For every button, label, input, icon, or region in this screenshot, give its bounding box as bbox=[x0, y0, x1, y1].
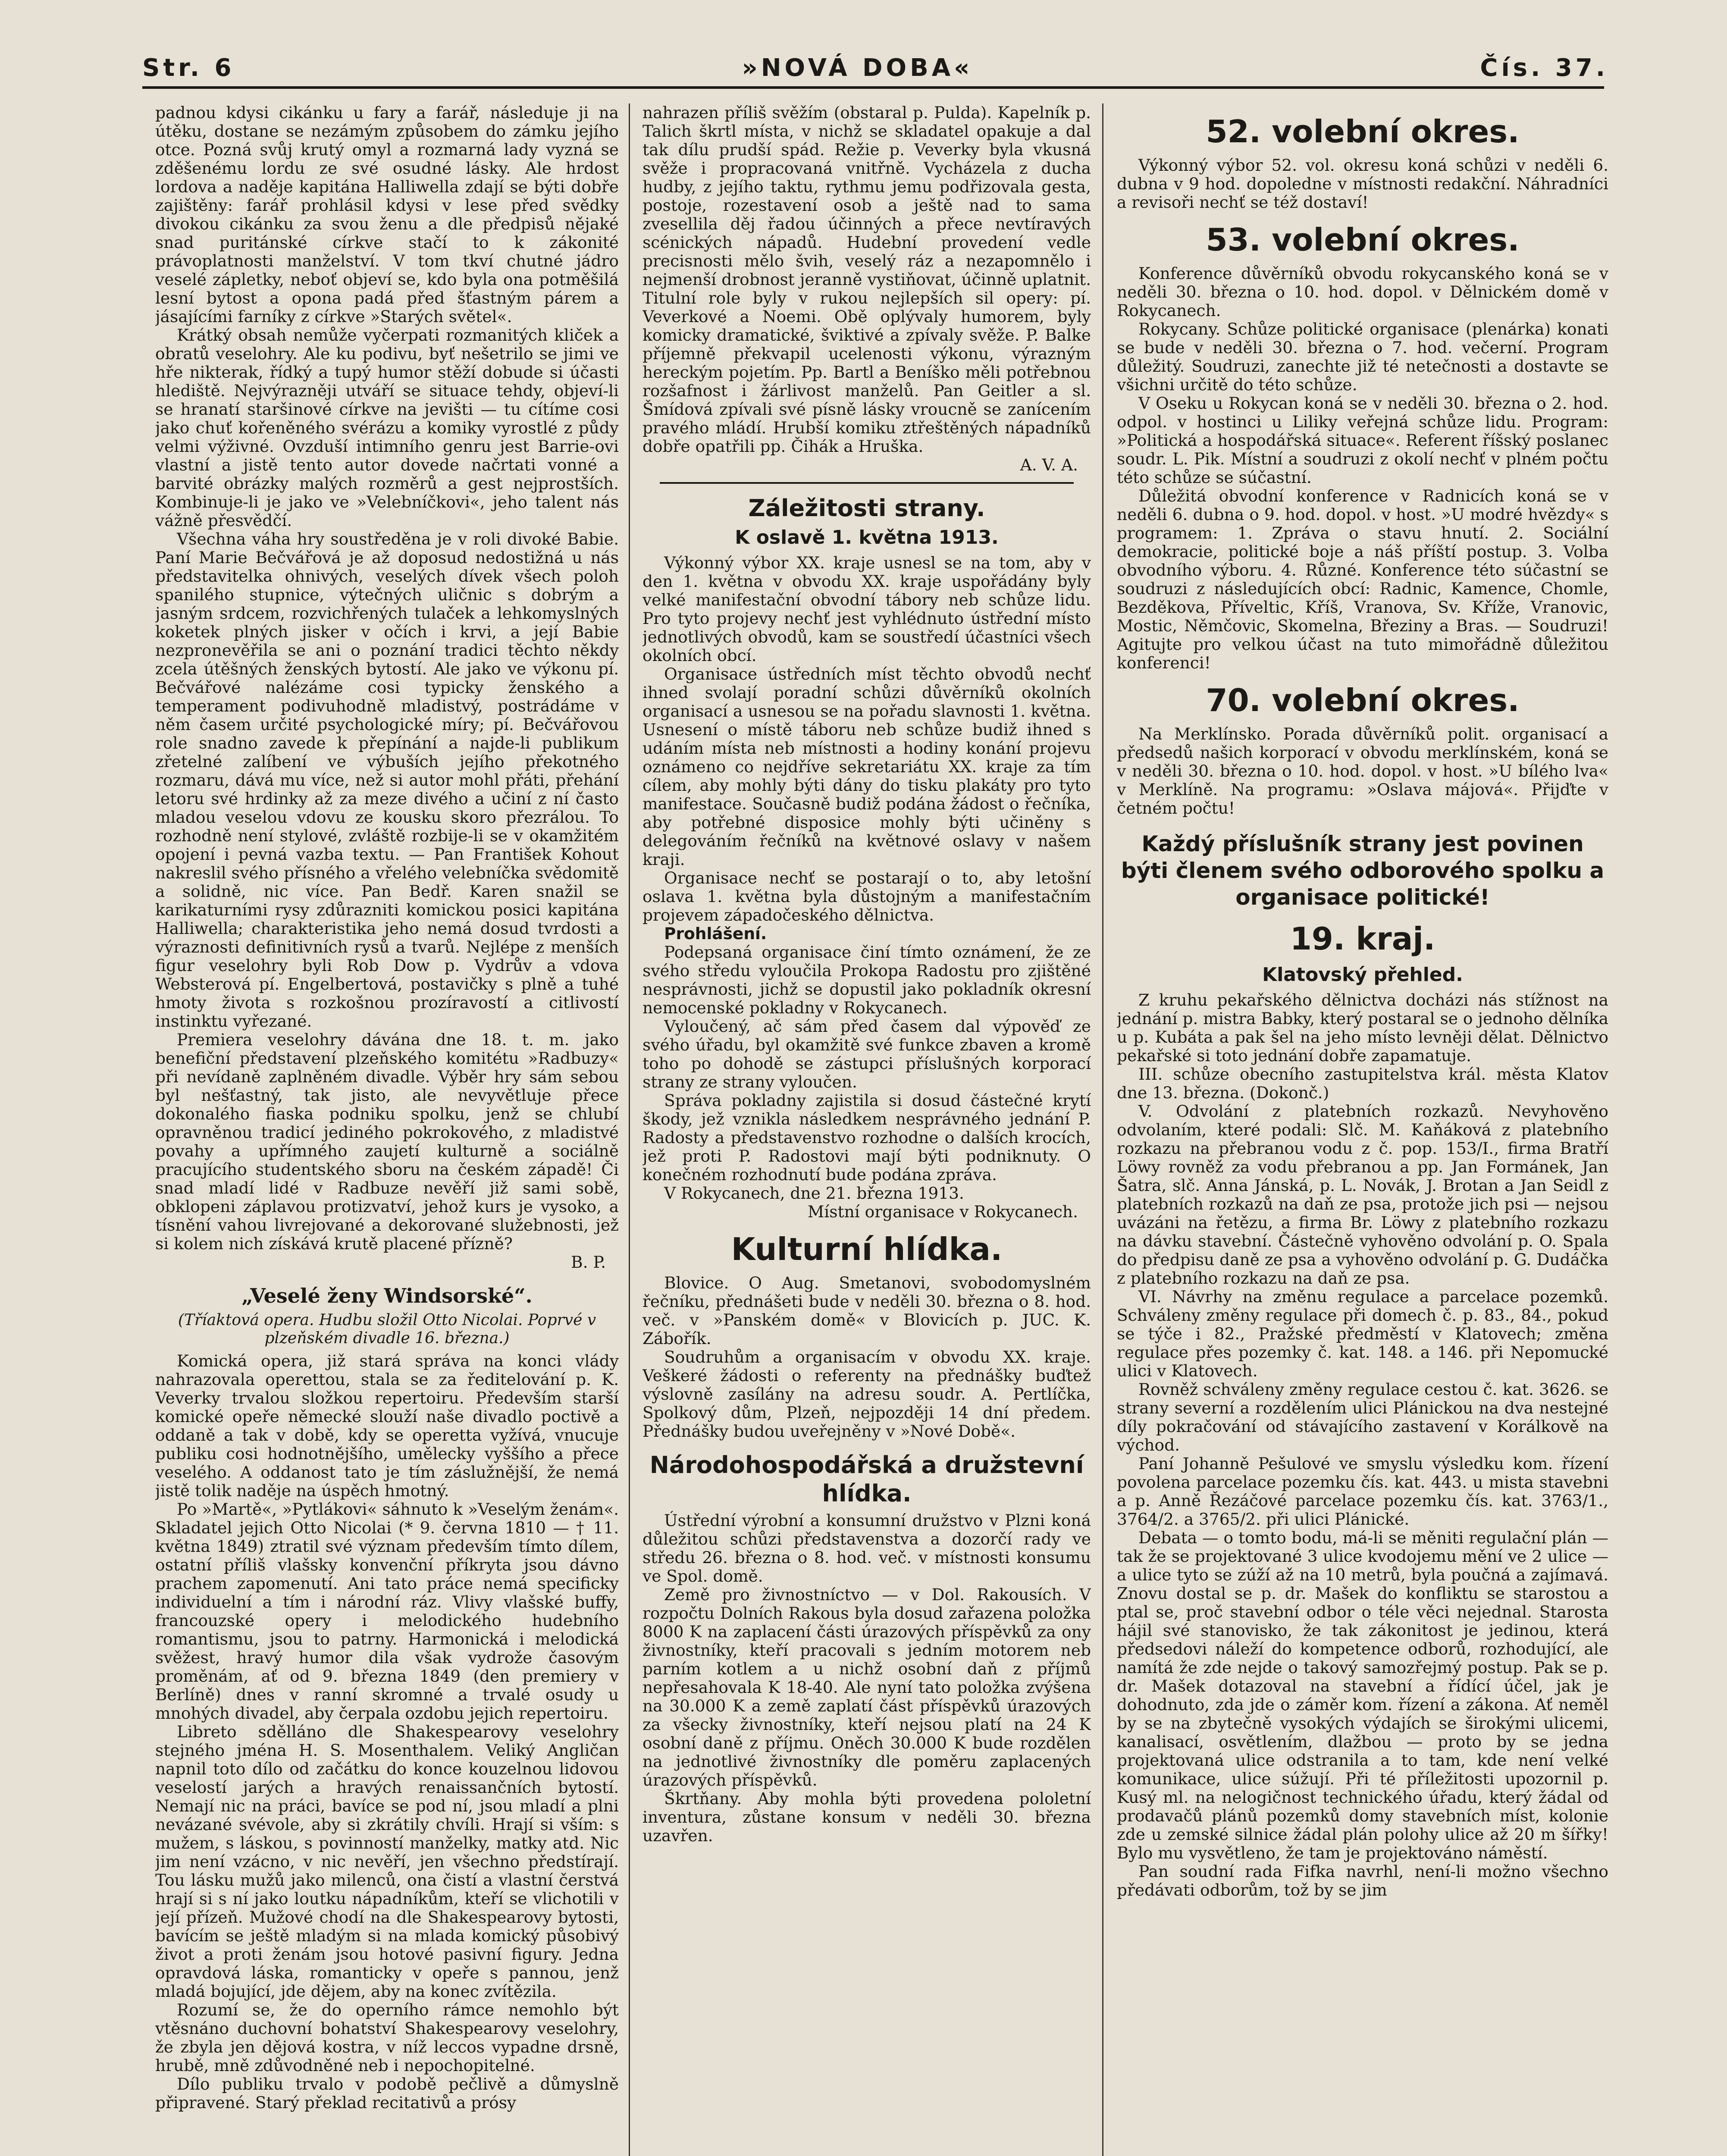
announcement-paragraph: Vyloučený, ač sám před časem dal výpověď ze svého úřadu, byl okamžitě své funkce zbaven a kromě toho po dohodě se zástupci příslušných korporací strany ze strany vyloučen. bbox=[643, 1017, 1091, 1091]
party-paragraph: Organisace nechť se postarají o to, aby letošní oslava 1. května byla důstojným a manifestačním projevem západočeského dělnictva. bbox=[643, 868, 1091, 924]
announcement-heading: Prohlášení. bbox=[664, 924, 767, 943]
masthead bbox=[142, 30, 1608, 82]
column-2 bbox=[643, 103, 1091, 2156]
party-paragraph: Výkonný výbor XX. kraje usnesl se na tom, aby v den 1. května v obvodu XX. kraje uspořádány byly velké manifestační obvodní tábory neb schůze lidu. Pro tyto projevy nechť jest vyhlédnuto ústřední místo jednotlivých obvodů, kam se soustředí účastníci všech okolních obcí. bbox=[643, 553, 1091, 665]
economy-paragraph: Ústřední výrobní a konsumní družstvo v Plzni koná důležitou schůzi představenstva a dozorčí rady ve středu 26. března o 8. hod. več. v místnosti konsumu ve Spol. domě. bbox=[643, 1511, 1091, 1586]
announcement-paragraph: Správa pokladny zajistila si dosud částečné krytí škody, jež vznikla následkem nesprávného jednání P. Radosty a představenstvo rozhodne o dalších krocích, jež proti P. Radostovi mají býti podniknuty. O konečném rozhodnutí bude podána zpráva. bbox=[643, 1091, 1091, 1184]
district-53-paragraph: V Oseku u Rokycan koná se v neděli 30. března o 2. hod. odpol. v hostinci u Liliky veřejná schůze lidu. Program: »Politická a hospodářská situace«. Referent říšský poslanec soudr. L. Pik. Místní a soudruzi z okolí nechť v plném počtu této schůze se súčastní. bbox=[1117, 394, 1608, 487]
review-paragraph: Rozumí se, že do operního rámce nemohlo být vtěsnáno duchovní bohatství Shakespearovy veselohry, že zbyla jen dějová kostra, v níž leccos vypadne drsně, hrubě, mně zdůvodněné neb i nepochopitelné. bbox=[155, 2000, 619, 2075]
column-1 bbox=[155, 103, 619, 2156]
article-paragraph: Všechna váha hry soustředěna je v roli divoké Babie. Paní Marie Bečvářová je až doposud nedostižná u nás představitelka ohnivých, veselých dívek všech poloh spanilého stupnice, výtečných uličnic s dobrým a jasným srdcem, rozvichřených tulaček a lehkomyslných koketek plných jisker v očích i krvi, a její Babie nezpronevěřila se ani o poznání tradici těchto někdy zcela útěšných ženských bytostí. Ale jako ve výkonu pí. Bečvářové nalézáme cosi typicky ženského a temperament podivuhodně mladistvý, postrádáme v něm časem určité psychologické míry; pí. Bečvářovou role snadno zavede k přepínání a najde-li publikum zřetelné zalíbení ve výbuších jejího překotného rozmaru, dává mu více, než si autor mohl přáti, přehání letoru své hrdinky až za meze divého a učiní z ní často mladou veselou vdovu ze kousku skoro přezrálou. To rozhodně není stylové, zvláště rozbije-li se v okamžitém opojení i pevná vazba textu. — Pan František Kohout nakreslil svého přísného a vřelého velebníčka svědomitě a solidně, nic více. Pan Bedř. Karen snažil se karikaturními rysy zdůrazniti komickou posici kapitána Halliwella; charakteristika jeho nemá dosud tvrdosti a výraznosti definitivních rysů a tvarů. Nejlépe z menších figur veselohry byli Rob Dow p. Vydrův a vdova Websterová pí. Engelbertová, postavičky s plně a tuhé hmoty života s rozkošnou prozíravostí a citlivostí instinktu vyřezané. bbox=[155, 530, 619, 1031]
page-number: Str. 6 bbox=[142, 54, 235, 82]
announcement-paragraph: Podepsaná organisace činí tímto oznámení, že ze svého středu vyloučila Prokopa Radostu pro zjištěné nesprávnosti, jichž se dopustil jako pokladník okresní nemocenské pokladny v Rokycanech. bbox=[643, 943, 1091, 1017]
membership-notice: Každý příslušník strany jest povinen býti členem svého odborového spolku a organisace politické! bbox=[1121, 831, 1605, 910]
review-paragraph: Dílo publiku trvalo v podobě pečlivě a důmyslně připravené. Starý překlad recitativů a prósy bbox=[155, 2075, 619, 2112]
district-53-heading: 53. volební okres. bbox=[1206, 222, 1520, 258]
section-divider bbox=[660, 482, 1074, 484]
district-53-paragraph: Důležitá obvodní konference v Radnicích koná se v neděli 6. dubna o 9. hod. dopol. v host. »U modré hvězdy« s programem: 1. Zpráva o stavu hnutí. 2. Sociální demokracie, politické boje a náš příští postup. 3. Volba obvodního výboru. 4. Různé. Konference této súčastní se soudruzi z následujících obcí: Radnic, Kamence, Chomle, Bezděkova, Příveltic, Kříš, Vranova, Sv. Kříže, Vranovic, Mostic, Němčovic, Skomelna, Březiny a Bras. — Soudruzi! Agitujte pro velkou účast na tuto mimořádně důležitou konferenci! bbox=[1117, 486, 1608, 672]
region-19-paragraph: Debata — o tomto bodu, má-li se měniti regulační plán — tak že se projektované 3 ulice kvodojemu mění ve 2 ulice — a ulice tyto se zúží až na 10 metrů, byla poučná a zajímavá. Znovu dostal se p. dr. Mašek do konfliktu se starostou a ptal se, proč stavební odbor o téle věci nejednal. Starosta hájil své stanovisko, že tak zákonitost je jedinou, která předsedovi náleží do kompetence odborů, rozhodující, ale namítá že zde nejde o takový samozřejmý postup. Pak se p. dr. Mašek dotazoval na stavební a řídící účel, jak je dohodnuto, zda jde o záměr kom. řízení a zákona. Ať neměl by se na zbytečně vysokých výdajích se širokými ulicemi, kanalisací, osvětlením, dlažbou — proto by se jedna projektovaná ulice odstranila a to tam, kde není velké komunikace, ulice súžují. Při té příležitosti upozornil p. Kusý ml. na nelogičnost technického úřadu, který žádal od prodavačů plánů pozemků domy stavebních míst, kolonie zde u zemské silnice žádal plán polohy ulice až 20 m šířky! Bylo mu vysvětleno, že tam je projektováno náměstí. bbox=[1117, 1528, 1608, 1862]
article-paragraph: nahrazen příliš svěžím (obstaral p. Pulda). Kapelník p. Talich škrtl místa, v nichž se skladatel opakuje a dal tak dílu prudší spád. Režie p. Veverky byla vkusná svěže i propracovaná vnitřně. Vycházela z ducha hudby, z jejího taktu, rythmu jemu podřizovala gesta, postoje, rozestavení osob a ještě nad to sama zvesellila děj řadou účinných a přece nevtíravých scénických nápadů. Hudební provedení vedle precisnosti mělo švih, veselý ráz a nezapomnělo i nejmenší drobnost jeranně vystiňovat, účinně uplatnit. Titulní role byly v rukou nejlepších sil opery: pí. Veverkové a Noemi. Obě oplývaly humorem, byly komicky dramatické, šviktivé a zpívaly svěže. P. Balke příjemně překvapil ucelenosti výkonu, výrazným hereckým pojetím. Pp. Bartl a Beníško měli potřebnou rozšafnost i žárlivost manželů. Pan Geitler a sl. Šmídová zpívali své písně lásky vroucně se zanícením pravého mládí. Hrubší komiku ztřeštěných nápadníků dobře opatřili pp. Čihák a Hruška. bbox=[643, 103, 1091, 456]
culture-paragraph: Blovice. O Aug. Smetanovi, svobodomyslném řečníku, přednášeti bude v neděli 30. března o 8. hod. več. v »Panském domě« v Blovicích p. JUC. K. Zábořík. bbox=[643, 1273, 1091, 1348]
region-19-subheading: Klatovský přehled. bbox=[1262, 964, 1463, 986]
issue-number: Čís. 37. bbox=[1480, 54, 1608, 82]
review-subheading: (Tříaktová opera. Hudbu složil Otto Nicolai. Poprvé v plzeňském divadle 16. března.) bbox=[178, 1311, 596, 1347]
culture-paragraph: Soudruhům a organisacím v obvodu XX. kraje. Veškeré žádosti o referenty na přednášky buďtež výslovně zasílány na adresu soudr. A. Pertlíčka, Spolkový dům, Plzeň, nejpozději 14 dní předem. Přednášky budou uveřejněny v »Nové Době«. bbox=[643, 1348, 1091, 1441]
author-signature: A. V. A. bbox=[1020, 455, 1078, 474]
organisation-signature: Místní organisace v Rokycanech. bbox=[807, 1202, 1078, 1221]
district-53-paragraph: Rokycany. Schůze politické organisace (plenárka) konati se bude v neděli 30. března o 7. hod. večerní. Program důležitý. Soudruzi, zanechte již té netečnosti a dostavte se všichni určitě do této schůze. bbox=[1117, 320, 1608, 394]
column-divider bbox=[629, 103, 630, 2156]
region-19-paragraph: VI. Návrhy na změnu regulace a parcelace pozemků. Schváleny změny regulace při domech č. p. 83., 84., pokud se týče i 82., Pražské předměstí v Klatovech; změna regulace přes pozemky č. kat. 148. a 146. při Nepomucké ulici v Klatovech. bbox=[1117, 1287, 1608, 1380]
culture-heading: Kulturní hlídka. bbox=[731, 1231, 1003, 1267]
newspaper-title: »NOVÁ DOBA« bbox=[742, 54, 973, 82]
region-19-paragraph: III. schůze obecního zastupitelstva král. města Klatov dne 13. března. (Dokonč.) bbox=[1117, 1065, 1608, 1102]
district-70-heading: 70. volební okres. bbox=[1206, 682, 1520, 718]
review-paragraph: Po »Martě«, »Pytlákovi« sáhnuto k »Veselým ženám«. Skladatel jejich Otto Nicolai (* 9. června 1810 — † 11. května 1849) ztratil své význam především tímto dílem, ostatní příliš vlašsky konvenční příkryta jsou dávno prachem zapomenutí. Ani tato práce nemá specificky individuelní a tím i národní ráz. Vlivy vlašské buffy, francouzské opery i melodického hudebního romantismu, jsou to patrny. Harmonická i melodická svěžest, hravý humor dila však vydrože časovým proměnám, ať od 9. března 1849 (den premiery v Berlíně) dnes v ranní skromné a trvalé osudy u mnohých divadel, aby čerpala ozdobu jejich repertoiru. bbox=[155, 1500, 619, 1723]
economy-heading: Národohospodářská a družstevní hlídka. bbox=[649, 1451, 1084, 1507]
district-52-paragraph: Výkonný výbor 52. vol. okresu koná schůzi v neděli 6. dubna v 9 hod. dopoledne v místnosti redakční. Náhradníci a revisoři nechť se též dostaví! bbox=[1117, 156, 1608, 212]
region-19-paragraph: Z kruhu pekařského dělnictva docházi nás stížnost na jednání p. mistra Babky, který postaral se o jednoho dělníka u p. Kubáta a pak šel na jeho místo levněji dělat. Dělnictvo pekařské si toto jednání dobře zapamatuje. bbox=[1117, 990, 1608, 1065]
party-subheading: K oslavě 1. května 1913. bbox=[735, 526, 999, 548]
column-divider bbox=[1102, 103, 1103, 2156]
review-paragraph: Komická opera, již stará správa na konci vlády nahrazovala operettou, stala se za ředitelování p. K. Veverky trvalou složkou repertoiru. Především starší komické opeře německé slouží naše divadlo poctivě a oddaně a tak v době, kdy se operetta vyžívá, vnucuje publiku cosi hodnotnějšího, umělecky vyššího a přece veselého. A oddanost tato je tím záslužnější, že nemá jistě tolik naděje na úspěch hmotný. bbox=[155, 1351, 619, 1500]
district-70-paragraph: Na Merklínsko. Porada důvěrníků polit. organisací a předsedů našich korporací v obvodu merklínském, koná se v neděli 30. března o 10. hod. dopol. v host. »U bílého lva« v Merklíně. Na programu: »Oslava májová«. Přijďte v četném počtu! bbox=[1117, 724, 1608, 818]
dateline: V Rokycanech, dne 21. března 1913. bbox=[664, 1184, 964, 1203]
column-3 bbox=[1117, 103, 1608, 2156]
review-heading: „Veselé ženy Windsorské“. bbox=[241, 1284, 533, 1307]
article-paragraph: padnou kdysi cikánku u fary a farář, následuje ji na útěku, dostane se nezámým způsobem do zámku jejího otce. Pozná svůj krutý omyl a rozmarná lady vyzná se zděšenému lordu ze své osudné lásky. Ale hrdost lordova a naděje kapitána Halliwella zdají se býti dobře zajištěny: farář prohlásil kdysi v lese před svědky divokou cikánku za svou ženu a dle předpisů nějaké snad puritánské církve stačí to k zákonité právoplatnosti manželství. V tom tkví chutné jádro veselé zápletky, neboť objeví se, kdo byla ona potměšilá lesní bytost a opona padá před šťastným párem a jásajícími farníky z církve »Starých světel«. bbox=[155, 103, 619, 326]
region-19-heading: 19. kraj. bbox=[1290, 921, 1436, 957]
party-paragraph: Organisace ústředních míst těchto obvodů nechť ihned svolají poradní schůzi důvěrníků okolních organisací a usnesou se na pořadu slavnosti 1. května. Usnesení o místě táboru neb schůze budiž ihned s udáním místa neb místnosti a hodiny konání projevu oznámeno co nejdříve sekretariátu XX. kraje za tím cílem, aby mohly býti dány do tisku plakáty pro tyto manifestace. Současně budiž podána žádost o řečníka, aby potřebné disposice mohly býti učiněny s delegováním řečníků na květnové oslavy v našem kraji. bbox=[643, 664, 1091, 869]
district-52-heading: 52. volební okres. bbox=[1206, 113, 1520, 150]
review-paragraph: Libreto sdělláno dle Shakespearovy veselohry stejného jména H. S. Mosenthalem. Veliký Angličan napnil toto dílo od začátku do konce kouzelnou lidovou veselostí jarých a hravých renaissančních bytostí. Nemají nic na práci, bavíce se pod ní, jsou mladí a plni nevázané svévole, aby si zkrátily chvíli. Hrají si vším: s mužem, s láskou, s povinností manželky, matky atd. Nic jim není vzácno, v nic nevěří, jen všechno předstírají. Tou lásku mužů jako milenců, ona čistí a vlastní čerstvá hrají si s ní jako loutku nápadníkům, kteří se vlichotili v její přízeň. Mužové chodí na dle Shakespearovy bytosti, bavícím se ještě mladým si na mlada komický působivý život a proti ženám jsou hotové pasivní figury. Jedna opravdová láska, romanticky v opeře s pannou, jenž mladá bojující, jde dějem, aby na konec zvítězila. bbox=[155, 1722, 619, 2001]
article-paragraph: Krátký obsah nemůže vyčerpati rozmanitých kliček a obratů veselohry. Ale ku podivu, byť nešetrilo se jimi ve hře nikterak, řídký a tupý humor stěží dobude si účasti hlediště. Nejvýrazněji utváří se situace tehdy, objeví-li se hranatí staršinové církve na jevišti — tu cítíme cosi jako chuť kořeněného svérázu a komiky vyrostlé z půdy velmi výživné. Ovzduší intimního genru jest Barrie-ovi vlastní a jistě tento autor dovede načrtati vonné a barvité obrázky malých rozměrů a gest nejprostších. Kombinuje-li je jako ve »Velebníčkovi«, jeho talent nás vážně přesvědčí. bbox=[155, 326, 619, 530]
economy-paragraph: Země pro živnostníctvo — v Dol. Rakousích. V rozpočtu Dolních Rakous byla dosud zařazena položka 8000 K na zaplacení části úrazových příspěvků za ony živnostníky, kteří pracovali s jedním motorem neb parním kotlem a u nichž osobní daň z příjmů nepřesahovala K 18-40. Ale nyní tato položka zvýšena na 30.000 K a země zaplatí část příspěvků úrazových za všecky živnostníky, kteří nejsou platí na 24 K osobní daně z příjmu. Oněch 30.000 K bude rozdělen na jednotlivé živnostníky dle poměru zaplacených úrazových příspěvků. bbox=[643, 1585, 1091, 1789]
district-53-paragraph: Konference důvěrníků obvodu rokycanského koná se v neděli 30. března o 10. hod. dopol. v Dělnickém domě v Rokycanech. bbox=[1117, 264, 1608, 320]
author-signature: B. P. bbox=[571, 1253, 606, 1272]
region-19-paragraph: Paní Johanně Pešulové ve smyslu výsledku kom. řízení povolena parcelace pozemku čís. kat. 443. u mista stavebni a p. Anně Řezáčové parcelace pozemku čís. kat. 3763/1., 3764/2. a 3765/2. při ulici Plánické. bbox=[1117, 1454, 1608, 1529]
region-19-paragraph: Rovněž schváleny změny regulace cestou č. kat. 3626. se stranу severní a rozdělením ulici Plánickou na dva nestejné díly pokračování od stávajícího zastavení v Korálkově na východ. bbox=[1117, 1380, 1608, 1454]
economy-paragraph: Škrtňany. Aby mohla býti provedena pololetní inventura, zůstane konsum v neděli 30. března uzavřen. bbox=[643, 1789, 1091, 1845]
party-heading: Záležitosti strany. bbox=[748, 495, 985, 522]
region-19-paragraph: V. Odvolání z platebních rozkazů. Nevyhověno odvolaním, které podali: Slč. M. Kaňáková z platebního rozkazu na přebranou vodu z č. pop. 153/I., firma Bratří Löwy rovněž za vodu přebranou a pp. Jan Formánek, Jan Šatra, slč. Anna Jánská, p. L. Novák, J. Brotan a Jan Seidl z platebních rozkazů na daň ze psa, protože jich psi — nejsou uvázáni na řetězu, a firma Br. Löwy z platebního rozkazu na dávku stavební. Částečně vyhověno odvolání p. O. Spala do předpisu daně ze psa a vyhověno odvolání p. G. Dudáčka z platebního rozkazu na daň ze psa. bbox=[1117, 1102, 1608, 1288]
masthead-rule bbox=[142, 86, 1604, 89]
article-paragraph: Premiera veselohry dávána dne 18. t. m. jako benefiční představení plzeňského komitétu »Radbuzy« při nevídaně zaplněném divadle. Výběr hry sám sebou byl nešťastný, tak jisto, ale nevyvětluje přece dokonalého fiaska podniku spolku, jenž se chlubí opravněnou tradicí jediného pokrokového, z mladistvé povahy a upřímného zaujetí kulturně a sociálně pracujícího studentského sboru na českém západě! Či snad mladí lidé v Radbuze nevěří již sami sobě, obklopeni záplavou protizvatví, jehož kurs je vysoko, a tísnění vahou livrejované a dekorované služebnosti, jež si kolem nich získává krutě placené přízně? bbox=[155, 1030, 619, 1253]
region-19-paragraph: Pan soudní rada Fifka navrhl, není-li možno všechno předávati odborům, tož by se jim bbox=[1117, 1862, 1608, 1899]
